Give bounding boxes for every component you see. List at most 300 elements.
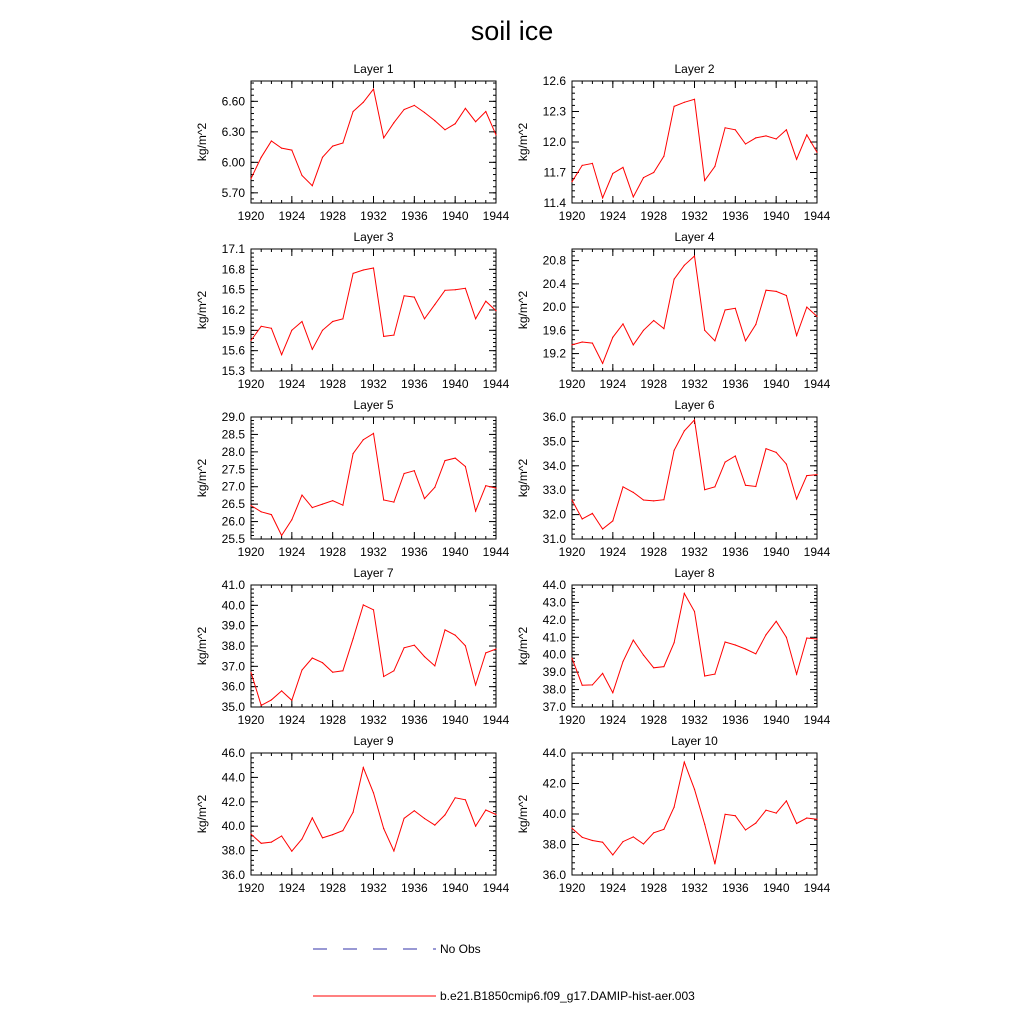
y-tick-label: 12.3 [542,104,566,119]
data-point [663,666,664,667]
panel-title: Layer 5 [353,398,394,412]
data-point [622,323,623,324]
y-tick-label: 15.6 [221,343,245,358]
x-tick-label: 1920 [237,377,265,391]
y-axis-label: kg/m^2 [195,122,209,162]
y-tick-label: 32.0 [542,507,566,522]
y-tick-label: 17.1 [221,242,245,256]
data-point [622,841,623,842]
series-line [572,593,817,692]
data-point [281,535,282,536]
y-tick-label: 42.0 [542,776,566,791]
data-point [393,670,394,671]
data-point [342,670,343,671]
data-point [444,814,445,815]
data-point [312,349,313,350]
panel-title: Layer 6 [674,398,715,412]
panel-title: Layer 2 [674,62,715,76]
plot-frame [572,249,817,371]
x-tick-label: 1924 [599,713,627,727]
x-tick-label: 1932 [681,545,708,559]
x-tick-label: 1944 [482,377,510,391]
data-point [816,819,817,820]
y-tick-label: 43.0 [542,595,566,610]
y-tick-label: 38.0 [221,639,245,653]
data-point [582,837,583,838]
x-tick-label: 1940 [441,209,469,223]
data-point [725,309,726,310]
data-point [633,640,634,641]
x-tick-label: 1936 [721,545,749,559]
panel-10 [516,734,831,895]
data-point [735,815,736,816]
data-point [475,318,476,319]
legend-entry-2 [313,989,695,1003]
data-point [332,146,333,147]
series-line [572,420,817,529]
data-point [342,142,343,143]
x-tick-label: 1932 [681,209,708,223]
y-tick-label: 41.0 [221,578,245,592]
x-tick-label: 1936 [721,881,749,895]
legend-entry-1 [313,942,481,956]
data-point [322,504,323,505]
x-tick-label: 1936 [400,209,428,223]
x-tick-label: 1928 [319,377,347,391]
data-point [694,611,695,612]
plot-frame [251,753,496,875]
data-point [271,842,272,843]
data-point [342,318,343,319]
data-point [281,835,282,836]
data-point [816,152,817,153]
data-point [434,120,435,121]
figure-title: soil ice [470,16,554,46]
data-point [434,665,435,666]
data-point [796,823,797,824]
data-point [633,836,634,837]
data-point [704,489,705,490]
x-tick-label: 1928 [319,209,347,223]
data-point [745,829,746,830]
data-point [373,267,374,268]
data-point [455,123,456,124]
data-point [312,507,313,508]
y-tick-label: 35.0 [221,700,245,714]
series-line [251,89,496,186]
data-point [745,648,746,649]
data-point [694,789,695,790]
data-point [612,173,613,174]
x-tick-label: 1920 [558,713,586,727]
series-line [251,605,496,706]
data-point [424,656,425,657]
data-point [271,140,272,141]
panel-7 [195,566,510,727]
data-point [755,653,756,654]
x-tick-label: 1940 [441,377,469,391]
data-point [301,321,302,322]
data-point [465,645,466,646]
x-tick-label: 1924 [599,209,627,223]
x-tick-label: 1940 [441,713,469,727]
data-point [353,453,354,454]
x-tick-label: 1936 [721,377,749,391]
data-point [765,135,766,136]
y-tick-label: 16.2 [221,303,245,317]
y-tick-label: 38.0 [221,843,245,858]
y-tick-label: 37.0 [542,700,566,714]
y-tick-label: 16.5 [221,282,245,297]
data-point [714,486,715,487]
y-axis-label: kg/m^2 [516,122,530,162]
data-point [755,324,756,325]
y-tick-label: 19.2 [542,346,566,361]
data-point [414,297,415,298]
data-point [653,667,654,668]
data-point [495,488,496,489]
data-point [643,843,644,844]
data-point [312,657,313,658]
data-point [383,137,384,138]
y-tick-label: 26.5 [221,497,245,512]
data-point [271,328,272,329]
y-tick-label: 28.5 [221,427,245,442]
data-point [322,157,323,158]
y-tick-label: 39.0 [542,665,566,680]
data-point [663,156,664,157]
data-point [582,685,583,686]
x-tick-label: 1944 [803,713,831,727]
data-point [776,813,777,814]
data-point [755,137,756,138]
y-tick-label: 15.9 [221,323,245,338]
data-point [363,102,364,103]
y-tick-label: 25.5 [221,532,245,546]
panel-4 [516,230,831,391]
data-point [332,500,333,501]
data-point [735,129,736,130]
y-tick-label: 6.60 [221,94,245,109]
x-tick-label: 1936 [400,377,428,391]
y-axis-label: kg/m^2 [195,290,209,330]
x-tick-label: 1940 [762,881,790,895]
data-point [816,316,817,317]
x-tick-label: 1940 [762,713,790,727]
data-point [622,167,623,168]
data-point [776,138,777,139]
data-point [786,129,787,130]
data-point [612,692,613,693]
y-axis-label: kg/m^2 [195,626,209,666]
data-point [393,335,394,336]
data-point [816,474,817,475]
data-point [342,830,343,831]
data-point [495,310,496,311]
data-point [725,814,726,815]
data-point [571,344,572,345]
panel-5 [195,398,510,559]
x-tick-label: 1944 [482,881,510,895]
data-point [663,499,664,500]
data-point [404,818,405,819]
data-point [694,255,695,256]
data-point [602,363,603,364]
data-point [261,326,262,327]
y-tick-label: 6.30 [221,124,245,139]
data-point [495,134,496,135]
data-point [571,181,572,182]
x-tick-label: 1924 [278,545,306,559]
data-point [704,330,705,331]
y-tick-label: 37.0 [221,659,245,674]
x-tick-label: 1932 [681,881,708,895]
data-point [455,458,456,459]
data-point [353,111,354,112]
data-point [301,175,302,176]
data-point [765,810,766,811]
x-tick-label: 1928 [640,881,668,895]
data-point [404,295,405,296]
y-tick-label: 41.0 [542,630,566,645]
data-point [291,851,292,852]
data-point [704,180,705,181]
plot-frame [572,417,817,539]
y-tick-label: 27.0 [221,479,245,494]
data-point [373,89,374,90]
y-tick-label: 34.0 [542,458,566,473]
data-point [434,825,435,826]
x-tick-label: 1936 [400,545,428,559]
x-tick-label: 1920 [237,713,265,727]
x-tick-label: 1928 [319,545,347,559]
data-point [806,307,807,308]
y-axis-label: kg/m^2 [516,794,530,834]
x-tick-label: 1932 [681,713,708,727]
y-tick-label: 29.0 [221,410,245,424]
data-point [786,800,787,801]
data-point [725,127,726,128]
data-point [674,450,675,451]
y-tick-label: 36.0 [221,679,245,694]
plot-frame [251,81,496,203]
series-line [572,256,817,363]
y-tick-label: 40.0 [542,647,566,662]
x-tick-label: 1924 [278,377,306,391]
data-point [765,290,766,291]
data-point [796,335,797,336]
data-point [704,824,705,825]
data-point [602,673,603,674]
data-point [714,863,715,864]
data-point [622,661,623,662]
data-point [612,854,613,855]
x-tick-label: 1924 [278,209,306,223]
data-point [643,655,644,656]
x-tick-label: 1928 [640,209,668,223]
y-tick-label: 33.0 [542,483,566,498]
data-point [301,669,302,670]
data-point [633,196,634,197]
data-point [495,814,496,815]
data-point [404,109,405,110]
data-point [383,499,384,500]
data-point [434,304,435,305]
series-line [251,768,496,852]
y-tick-label: 31.0 [542,532,566,546]
x-tick-label: 1940 [762,545,790,559]
y-tick-label: 39.0 [221,618,245,633]
y-tick-label: 36.0 [542,410,566,424]
legend-label: No Obs [440,942,481,956]
x-tick-label: 1932 [681,377,708,391]
data-point [332,321,333,322]
y-axis-label: kg/m^2 [516,290,530,330]
data-point [291,519,292,520]
data-point [806,637,807,638]
data-point [393,122,394,123]
data-point [592,840,593,841]
x-tick-label: 1944 [482,545,510,559]
data-point [582,165,583,166]
y-tick-label: 42.0 [542,612,566,627]
data-point [465,108,466,109]
data-point [393,850,394,851]
y-axis-label: kg/m^2 [516,626,530,666]
panel-title: Layer 10 [671,734,718,748]
data-point [414,645,415,646]
panel-title: Layer 1 [353,62,394,76]
y-axis-label: kg/m^2 [195,458,209,498]
y-axis-label: kg/m^2 [195,794,209,834]
data-point [776,621,777,622]
y-tick-label: 38.0 [542,682,566,697]
series-line [251,268,496,355]
data-point [363,439,364,440]
x-tick-label: 1944 [803,545,831,559]
data-point [776,452,777,453]
y-tick-label: 11.4 [543,196,566,210]
plot-frame [572,753,817,875]
data-point [602,528,603,529]
x-tick-label: 1924 [278,713,306,727]
data-point [663,328,664,329]
y-tick-label: 44.0 [542,746,566,760]
panel-8 [516,566,831,727]
y-tick-label: 44.0 [221,770,245,785]
x-tick-label: 1944 [482,209,510,223]
y-tick-label: 12.0 [542,135,566,149]
data-point [363,269,364,270]
data-point [684,102,685,103]
x-tick-label: 1944 [482,713,510,727]
data-point [704,675,705,676]
y-tick-label: 36.0 [221,868,245,882]
data-point [444,129,445,130]
y-tick-label: 28.0 [221,444,245,459]
data-point [312,817,313,818]
x-tick-label: 1920 [558,545,586,559]
data-point [653,172,654,173]
data-point [322,662,323,663]
data-point [602,197,603,198]
data-point [444,629,445,630]
data-point [735,644,736,645]
data-point [424,498,425,499]
data-point [281,148,282,149]
data-point [765,448,766,449]
data-point [475,121,476,122]
x-tick-label: 1940 [762,209,790,223]
data-point [796,159,797,160]
data-point [776,291,777,292]
x-tick-label: 1924 [599,377,627,391]
data-point [424,818,425,819]
data-point [592,163,593,164]
panel-2 [516,62,831,223]
data-point [571,499,572,500]
data-point [755,823,756,824]
data-point [363,767,364,768]
x-tick-label: 1920 [558,209,586,223]
y-tick-label: 15.3 [221,364,245,378]
y-tick-label: 36.0 [542,868,566,882]
data-point [404,647,405,648]
series-line [572,762,817,864]
data-point [250,340,251,341]
panel-6 [516,398,831,559]
y-tick-label: 38.0 [542,837,566,852]
data-point [643,177,644,178]
y-tick-label: 16.8 [221,262,245,277]
data-point [332,672,333,673]
panel-1 [195,62,510,223]
data-point [424,112,425,113]
y-tick-label: 20.4 [542,276,566,291]
data-point [322,837,323,838]
x-tick-label: 1936 [400,713,428,727]
x-tick-label: 1932 [360,377,387,391]
plot-frame [251,585,496,707]
data-point [684,265,685,266]
data-point [291,330,292,331]
data-point [796,674,797,675]
data-point [301,838,302,839]
data-point [694,99,695,100]
data-point [786,295,787,296]
x-tick-label: 1932 [360,881,387,895]
data-point [414,105,415,106]
y-tick-label: 35.0 [542,434,566,449]
x-tick-label: 1924 [599,545,627,559]
data-point [373,609,374,610]
data-point [261,705,262,706]
y-tick-label: 40.0 [221,819,245,834]
data-point [745,340,746,341]
data-point [353,273,354,274]
panel-title: Layer 9 [353,734,394,748]
data-point [332,834,333,835]
data-point [455,797,456,798]
plot-frame [251,417,496,539]
y-tick-label: 27.5 [221,462,245,477]
data-point [383,676,384,677]
data-point [475,826,476,827]
x-tick-label: 1924 [278,881,306,895]
data-point [271,514,272,515]
x-tick-label: 1944 [803,377,831,391]
data-point [725,641,726,642]
